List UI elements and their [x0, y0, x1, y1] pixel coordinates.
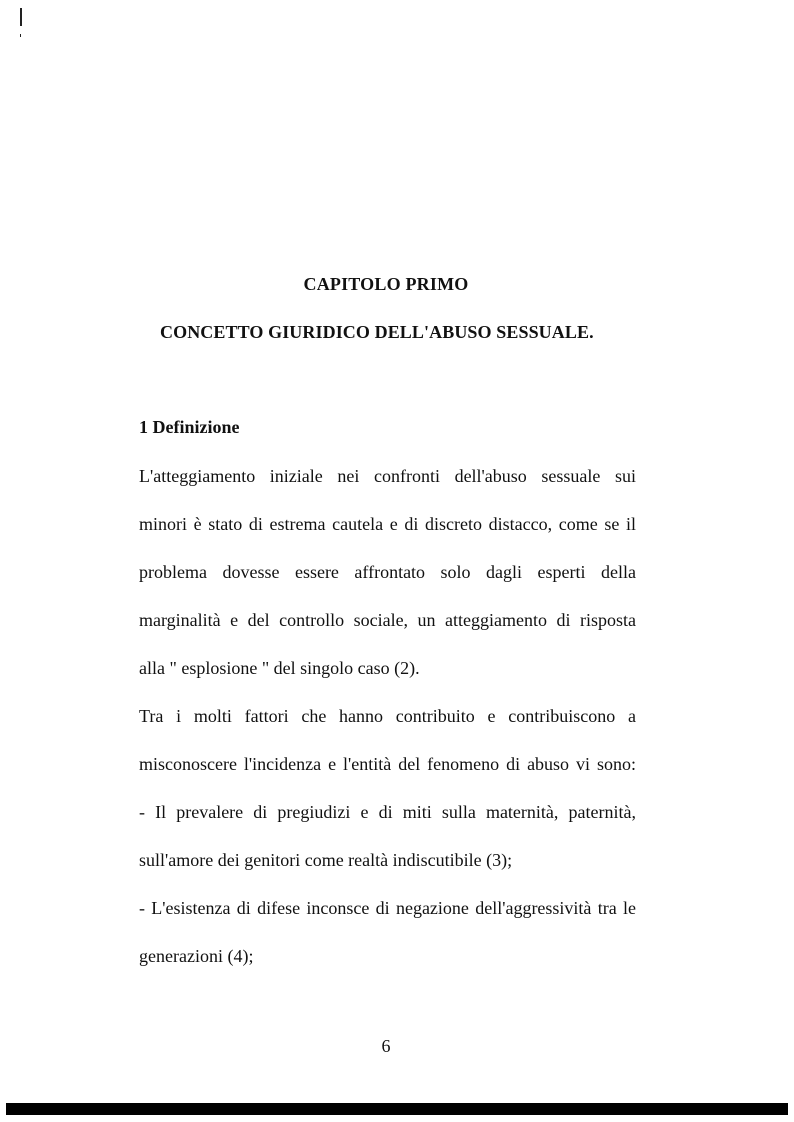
body-line-8: - Il prevalere di pregiudizi e di miti sulla maternità, paternità, — [139, 802, 636, 822]
body-line-11: generazioni (4); — [139, 946, 254, 966]
page-number: 6 — [381, 1036, 391, 1056]
scan-mark-top-left-dot — [20, 34, 21, 37]
scan-mark-top-left — [20, 8, 22, 26]
body-line-4: marginalità e del controllo sociale, un atteggiamento di risposta — [139, 610, 636, 630]
body-line-6: Tra i molti fattori che hanno contribuito e contribuiscono a — [139, 706, 636, 726]
section-heading: 1 Definizione — [139, 417, 240, 437]
body-line-9: sull'amore dei genitori come realtà indiscutibile (3); — [139, 850, 513, 870]
scan-bottom-bar — [6, 1103, 788, 1115]
body-line-5: alla " esplosione " del singolo caso (2). — [139, 658, 420, 678]
body-line-1: L'atteggiamento iniziale nei confronti dell'abuso sessuale sui — [139, 466, 636, 486]
chapter-subtitle: CONCETTO GIURIDICO DELL'ABUSO SESSUALE. — [160, 322, 594, 342]
body-line-2: minori è stato di estrema cautela e di discreto distacco, come se il — [139, 514, 636, 534]
body-line-3: problema dovesse essere affrontato solo dagli esperti della — [139, 562, 636, 582]
body-line-10: - L'esistenza di difese inconsce di negazione dell'aggressività tra le — [139, 898, 636, 918]
chapter-title: CAPITOLO PRIMO — [303, 274, 469, 294]
body-line-7: misconoscere l'incidenza e l'entità del fenomeno di abuso vi sono: — [139, 754, 636, 774]
